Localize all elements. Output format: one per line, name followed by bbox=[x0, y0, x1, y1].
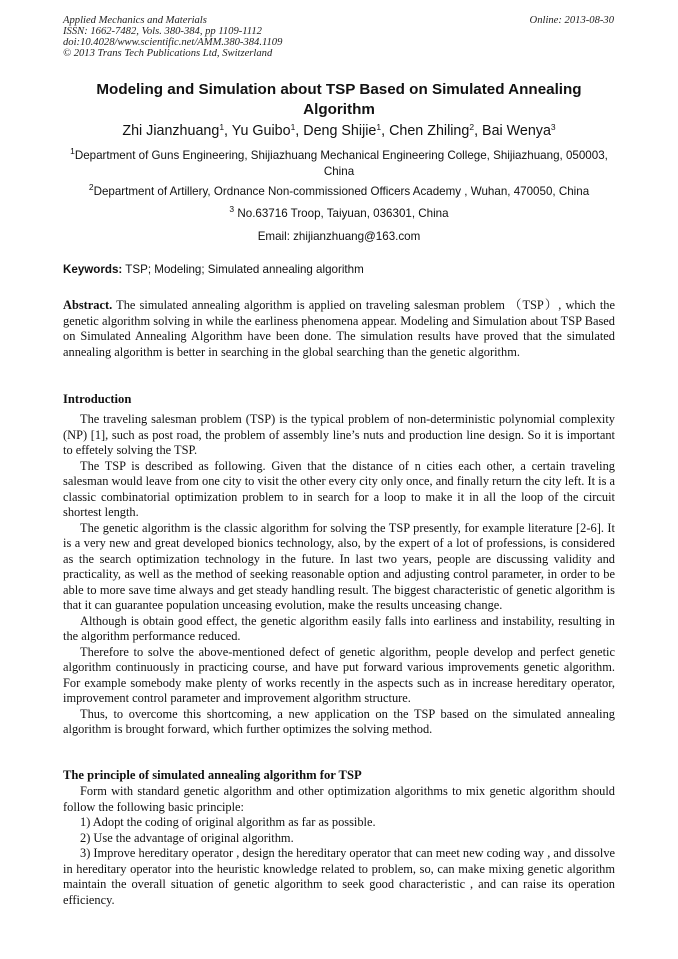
author-affiliation-mark: 2 bbox=[469, 122, 475, 132]
paragraph: The traveling salesman problem (TSP) is the typical problem of non-deterministic polynomial complexity (NP) [1], such as post road, the problem of assembly line’s nuts and production line design. So it is important to effetely solving the TSP. bbox=[63, 412, 615, 457]
principle-body bbox=[63, 784, 615, 908]
author-name: Bai Wenya bbox=[482, 123, 551, 139]
author-list: Zhi Jianzhuang$^1$, Yu Guibo$^1$, Deng Shijie$^1$, Chen Zhiling$^2$, Bai Wenya$^3$ bbox=[122, 122, 556, 139]
keywords-label: Keywords: bbox=[63, 263, 123, 276]
keywords-text: TSP; Modeling; Simulated annealing algorithm bbox=[125, 263, 364, 276]
keywords bbox=[63, 262, 615, 277]
list-item: 2) Use the advantage of original algorithm. bbox=[80, 830, 294, 845]
abstract-text: The simulated annealing algorithm is applied on traveling salesman problem （TSP）, which the genetic algorithm solving in while the earliness phenomena appear. Modeling and Simulation about TSP Based on Simulated Annealing Algorithm have been done. The simulation results have proved that the simulated annealing algorithm is better in searching in the global searching than the genetic algorithm. bbox=[63, 298, 615, 359]
paragraph: Thus, to overcome this shortcoming, a new application on the TSP based on the simulated annealing algorithm is brought forward, which further optimizes the solving method. bbox=[63, 706, 615, 736]
introduction-heading: Introduction bbox=[63, 392, 132, 406]
online-date: Online: 2013-08-30 bbox=[529, 15, 614, 26]
affiliation-number: 2 bbox=[88, 182, 94, 192]
doi-line: doi:10.4028/www.scientific.net/AMM.380-384.1109 bbox=[63, 37, 283, 48]
affiliation-3 bbox=[63, 206, 615, 222]
author-affiliation-mark: 1 bbox=[290, 122, 296, 132]
author-name: Deng Shijie bbox=[303, 123, 377, 139]
journal-name: Applied Mechanics and Materials bbox=[63, 15, 207, 26]
affiliation-text: No.63716 Troop, Taiyuan, 036301, China bbox=[237, 207, 449, 220]
author-affiliation-mark: 1 bbox=[219, 122, 225, 132]
author-name: Yu Guibo bbox=[231, 123, 291, 139]
affiliation-text: Department of Artillery, Ordnance Non-commissioned Officers Academy , Wuhan, 470050, China bbox=[93, 185, 590, 198]
abstract bbox=[63, 298, 615, 360]
affiliation-number: 1 bbox=[70, 146, 75, 156]
copyright-line: © 2013 Trans Tech Publications Ltd, Switzerland bbox=[63, 48, 273, 59]
paragraph: Therefore to solve the above-mentioned defect of genetic algorithm, people develop and perfect genetic algorithm continuously in practicing course, and have put forward various improvements genetic algorithm. For example somebody make plenty of works recently in the aspects such as in increase hereditary operator, improvement control parameter and improvement algorithm structure. bbox=[63, 644, 615, 705]
principle-heading: The principle of simulated annealing algorithm for TSP bbox=[63, 768, 362, 782]
paper-title: Modeling and Simulation about TSP Based on Simulated Annealing Algorithm bbox=[96, 81, 582, 118]
affiliation-2 bbox=[63, 184, 615, 200]
journal-header bbox=[63, 15, 282, 59]
author-name: Chen Zhiling bbox=[389, 123, 470, 139]
affiliation-number: 3 bbox=[229, 204, 235, 214]
paragraph: The genetic algorithm is the classic algorithm for solving the TSP presently, for example literature [2-6]. It is a very new and great developed bionics technology, also, by the expert of a lot of professions, is considered as the search optimization technology in the future. In last two years, people are discussing validity and practicality, as well as the method of seeking reasonable option and adjusting control parameter, in order to be able to more save time always and get steady handling result. The biggest characteristic of genetic algorithm is that it can guarantee population unceasing evolution, make the results unceasing change. bbox=[63, 520, 615, 612]
author-affiliation-mark: 3 bbox=[550, 122, 556, 132]
introduction-body bbox=[63, 412, 615, 738]
affiliation-text: Department of Guns Engineering, Shijiazhuang Mechanical Engineering College, Shijiazhuang, 050003, China bbox=[74, 149, 608, 178]
list-item: 3) Improve hereditary operator , design the hereditary operator that can meet new coding way , and dissolve in hereditary operator into the heuristic knowledge related to problem, so, can make mixing genetic algorithm maintain the overall situation of genetic algorithm to seek good characteristic , and can raise its operation efficiency. bbox=[63, 846, 616, 907]
list-item: 1) Adopt the coding of original algorithm as far as possible. bbox=[80, 815, 376, 829]
affiliation-1 bbox=[63, 148, 615, 179]
paragraph: Although is obtain good effect, the genetic algorithm easily falls into earliness and instability, resulting in the algorithm performance reduced. bbox=[63, 613, 615, 643]
author-name: Zhi Jianzhuang bbox=[122, 123, 220, 139]
paragraph: The TSP is described as following. Given that the distance of n cities each other, a certain traveling salesman would leave from one city to visit the other every city only once, and finally return the city left. It is a classic combinatorial optimization problem to in search for a loop to make it in all the loop of the circuit shortest length. bbox=[63, 458, 615, 519]
paragraph: Form with standard genetic algorithm and other optimization algorithms to mix genetic algorithm should follow the following basic principle: bbox=[63, 784, 615, 814]
author-affiliation-mark: 1 bbox=[376, 122, 382, 132]
abstract-label: Abstract. bbox=[63, 298, 113, 312]
contact-email: Email: zhijianzhuang@163.com bbox=[257, 230, 421, 243]
issn-line: ISSN: 1662-7482, Vols. 380-384, pp 1109-1112 bbox=[63, 26, 262, 37]
